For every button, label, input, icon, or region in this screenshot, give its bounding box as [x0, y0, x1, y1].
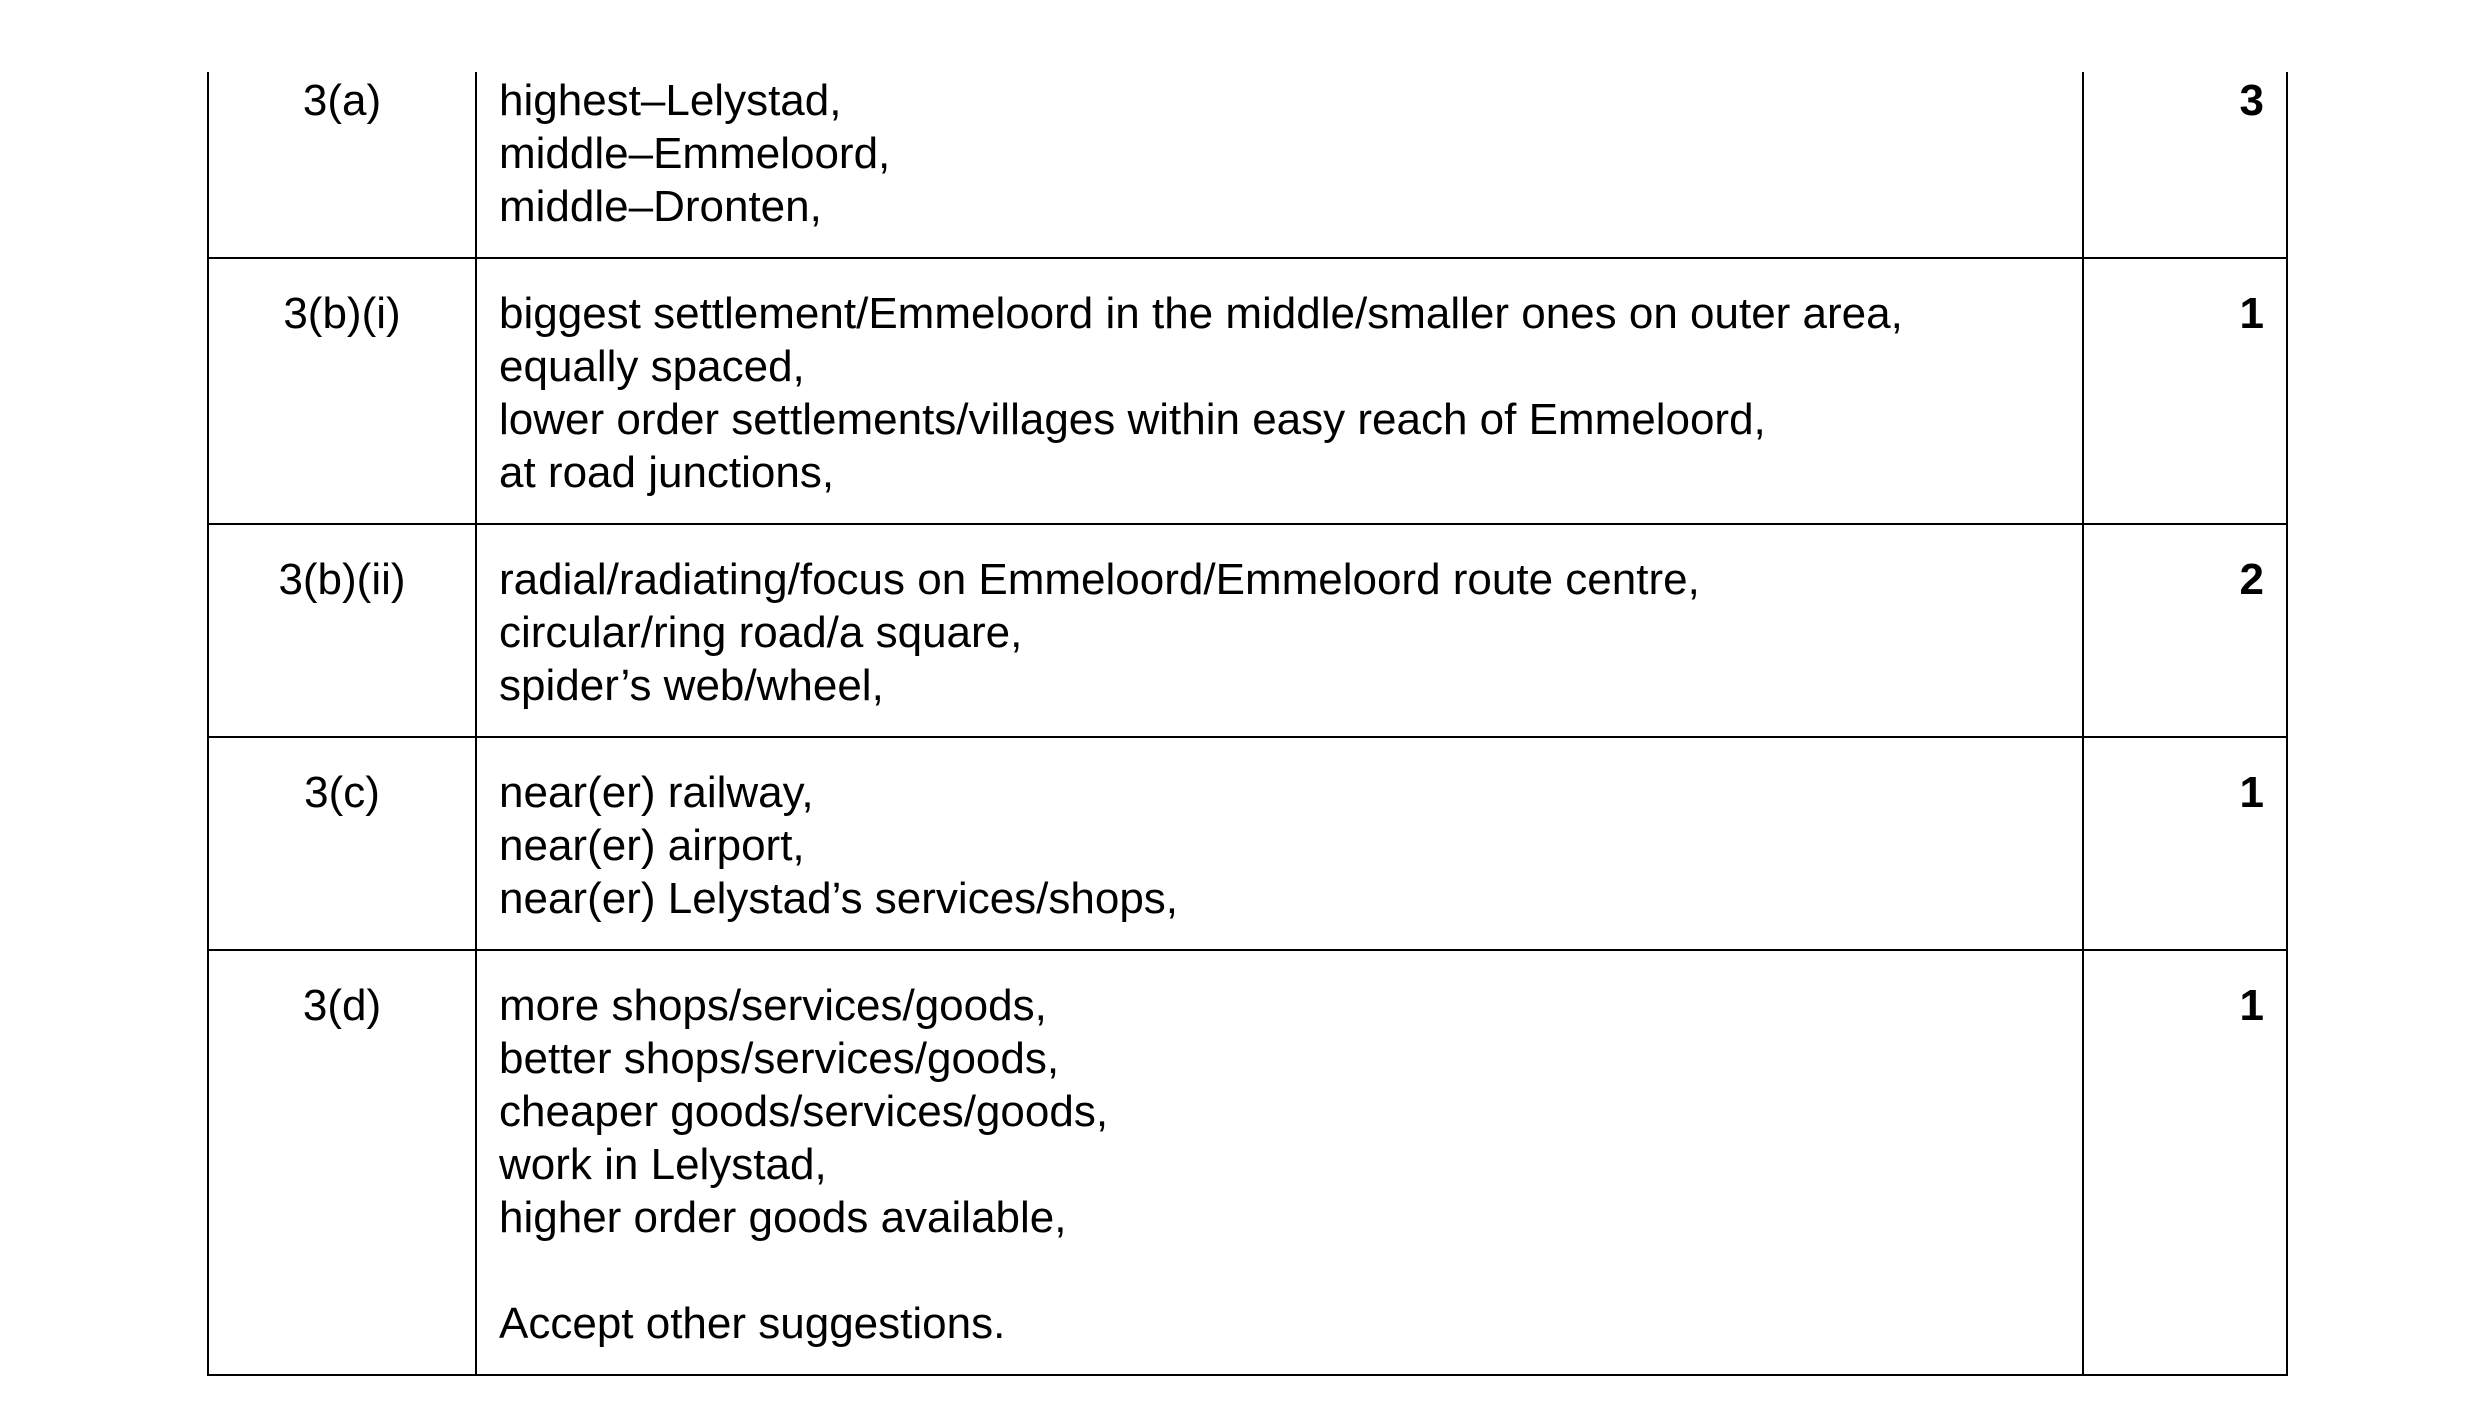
table-row [208, 737, 2287, 950]
answer-line: near(er) Lelystad’s services/shops, [499, 874, 1179, 923]
marks-value: 1 [2083, 737, 2287, 950]
answer-line: equally spaced, [499, 342, 805, 391]
answer-line: middle–Dronten, [499, 182, 822, 231]
answer-cell [476, 524, 2083, 737]
answer-line: circular/ring road/a square, [499, 608, 1023, 657]
question-number: 3(b)(ii) [208, 524, 476, 737]
answer-line: spider’s web/wheel, [499, 661, 884, 710]
answer-line: higher order goods available, [499, 1193, 1067, 1242]
answer-line: near(er) airport, [499, 821, 805, 870]
answer-spacer [499, 1244, 2072, 1297]
question-number: 3(d) [208, 950, 476, 1375]
answer-line: middle–Emmeloord, [499, 129, 891, 178]
table-row [208, 72, 2287, 258]
table-row [208, 524, 2287, 737]
answer-line: radial/radiating/focus on Emmeloord/Emmeloord route centre, [499, 555, 1700, 604]
answer-line: at road junctions, [499, 448, 835, 497]
answer-line: work in Lelystad, [499, 1140, 827, 1189]
marks-value: 1 [2083, 258, 2287, 524]
answer-line: highest–Lelystad, [499, 76, 842, 125]
answer-line: cheaper goods/services/goods, [499, 1087, 1109, 1136]
marks-value: 1 [2083, 950, 2287, 1375]
answer-line: lower order settlements/villages within easy reach of Emmeloord, [499, 395, 1766, 444]
answer-cell [476, 950, 2083, 1375]
question-number: 3(a) [208, 72, 476, 258]
marks-value: 3 [2083, 72, 2287, 258]
answer-line: biggest settlement/Emmeloord in the middle/smaller ones on outer area, [499, 289, 1903, 338]
table-row [208, 950, 2287, 1375]
table-row [208, 258, 2287, 524]
answer-cell [476, 737, 2083, 950]
answer-line: better shops/services/goods, [499, 1034, 1060, 1083]
answer-line: more shops/services/goods, [499, 981, 1047, 1030]
answer-line: near(er) railway, [499, 768, 814, 817]
mark-scheme-table [207, 72, 2288, 1376]
question-number: 3(b)(i) [208, 258, 476, 524]
answer-cell [476, 258, 2083, 524]
marks-value: 2 [2083, 524, 2287, 737]
answer-cell [476, 72, 2083, 258]
answer-note: Accept other suggestions. [499, 1299, 1006, 1348]
question-number: 3(c) [208, 737, 476, 950]
